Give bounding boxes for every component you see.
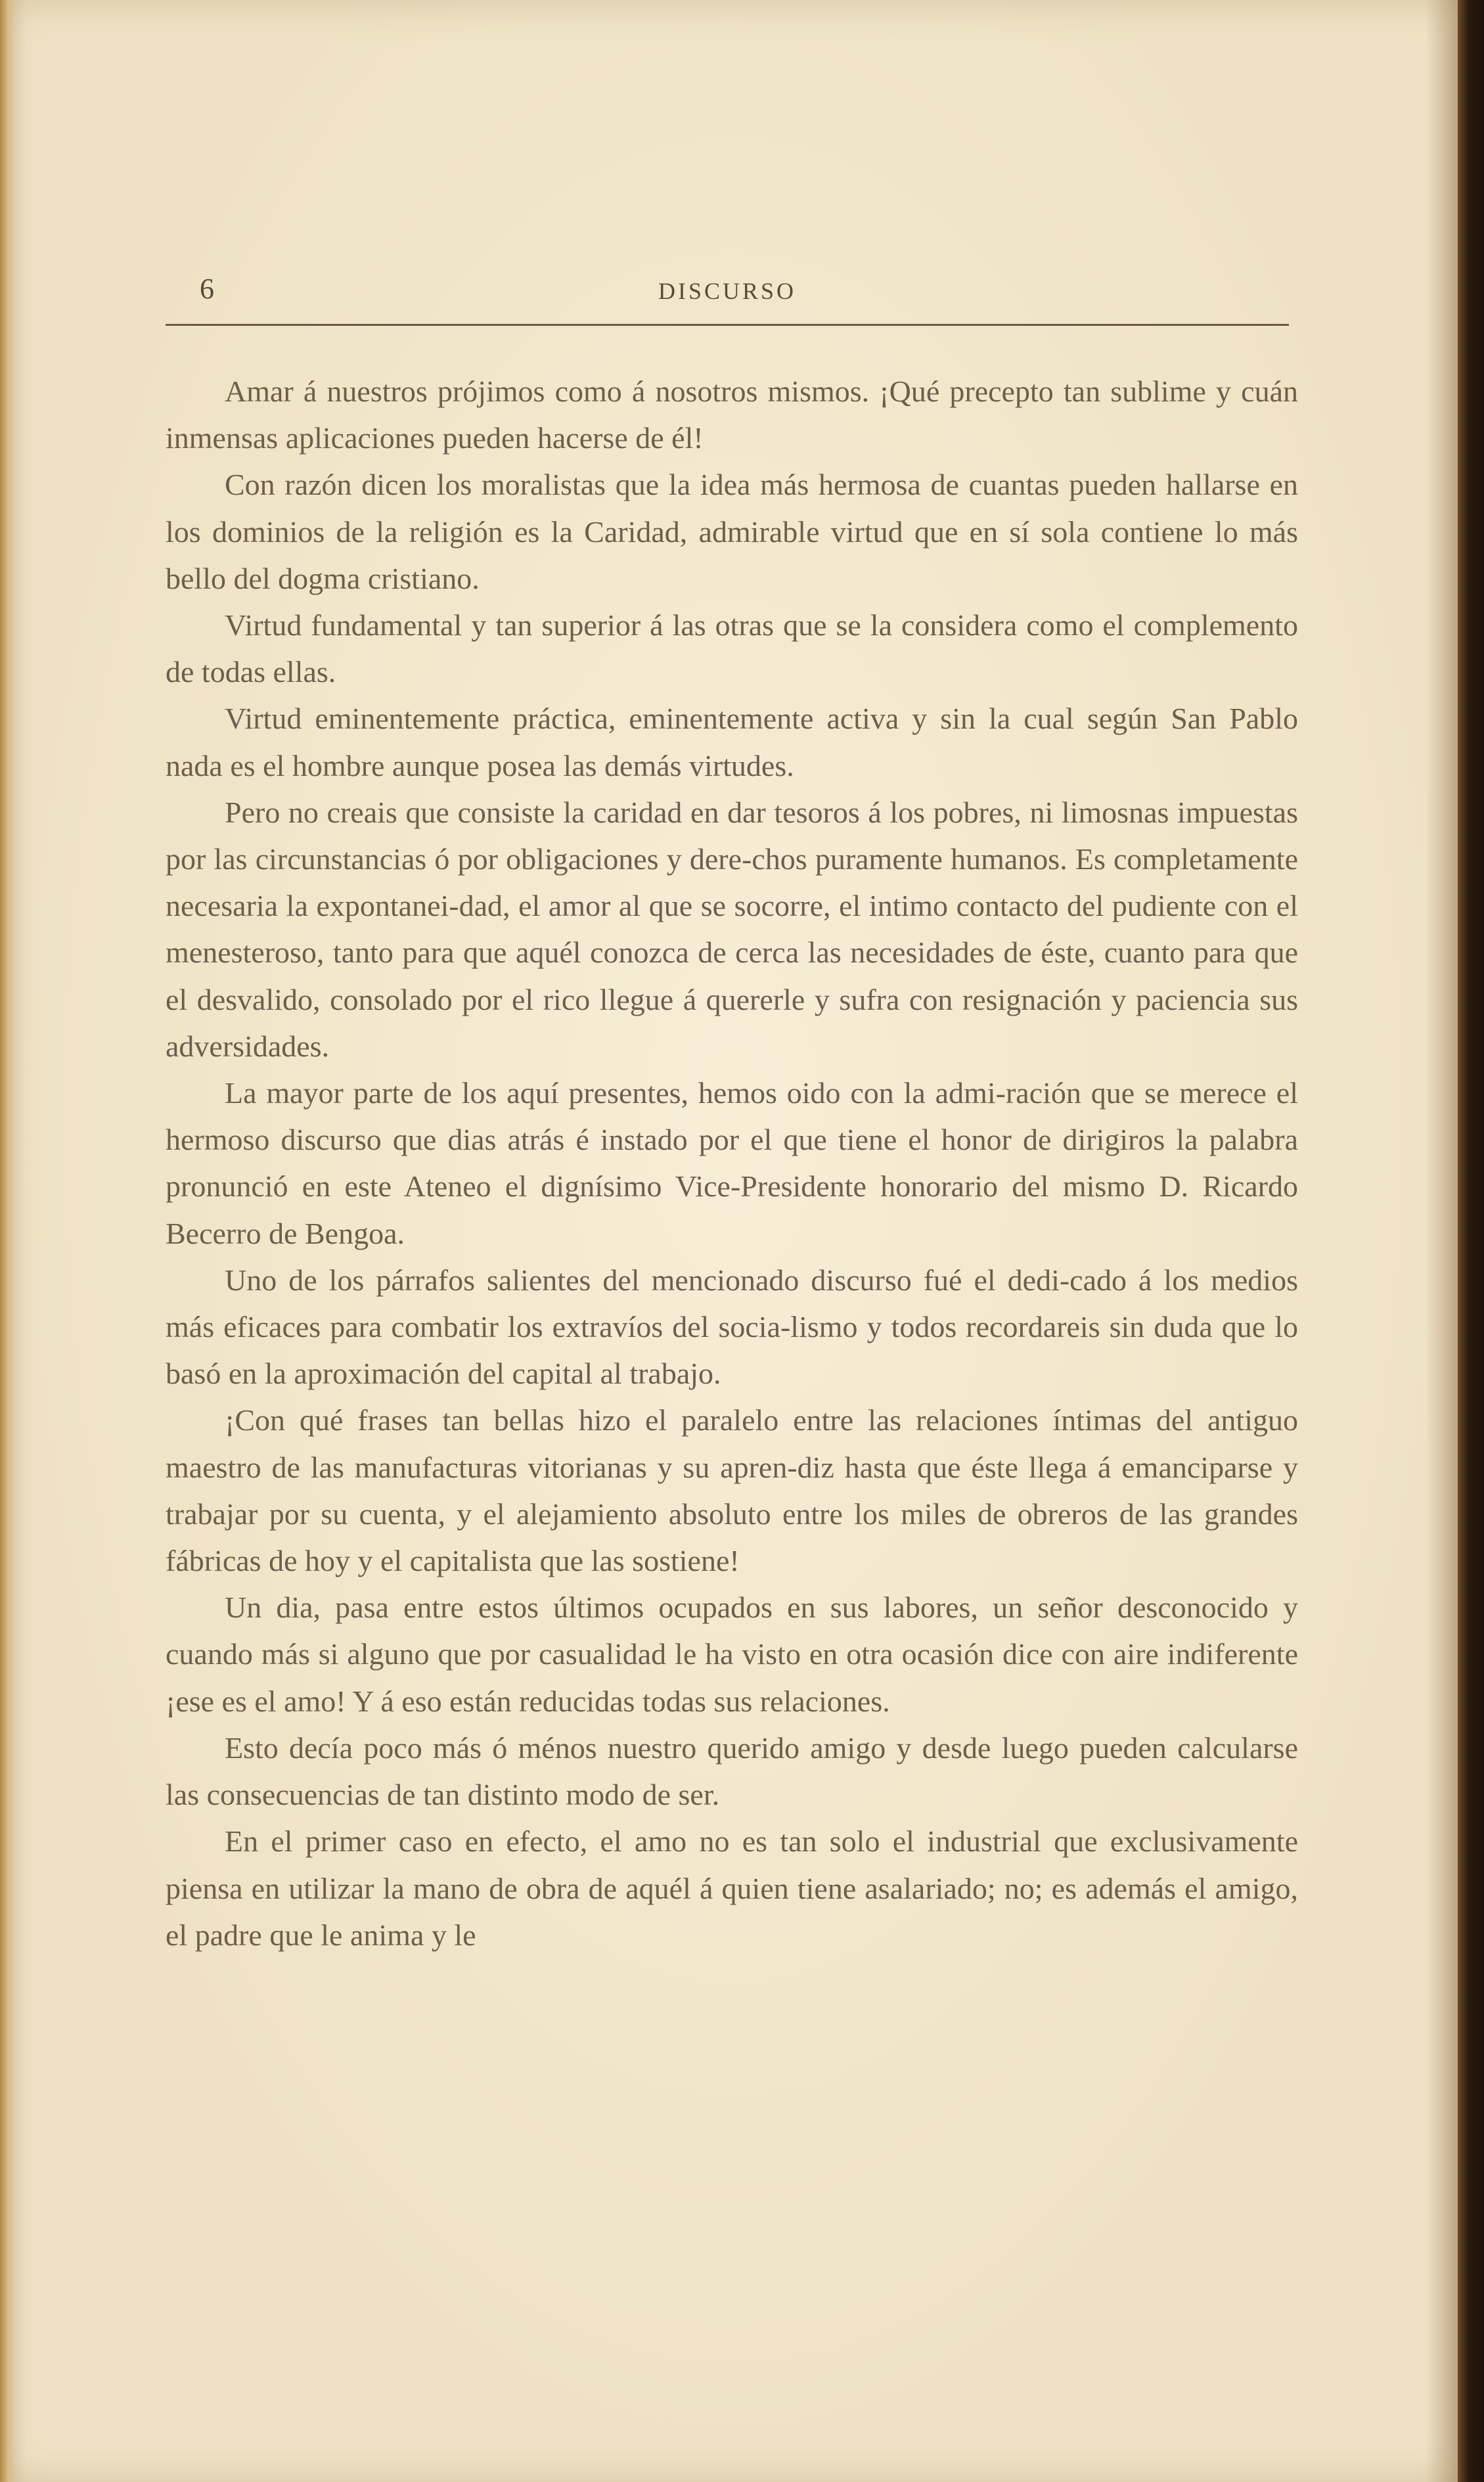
body-text [166, 368, 1298, 1958]
paragraph-3: Virtud fundamental y tan superior á las otras que se la considera como el complemento de todas ellas. [166, 608, 1298, 689]
book-spine [1458, 0, 1484, 2482]
running-head: DISCURSO [658, 278, 797, 304]
page-left-edge [0, 0, 14, 2482]
paragraph-9: Un dia, pasa entre estos últimos ocupados en sus labores, un señor desconocido y cuando más si alguno que por casualidad le ha visto en otra ocasión dice con aire indiferente ¡ese es el amo! Y á eso están reducidas todas sus relaciones. [166, 1591, 1298, 1718]
paragraph-7: Uno de los párrafos salientes del mencionado discurso fué el dedi-cado á los medios más eficaces para combatir los extravíos del socia-lismo y todos recordareis sin duda que lo basó en la aproximación del capital al trabajo. [166, 1263, 1298, 1391]
paragraph-5: Pero no creais que consiste la caridad en dar tesoros á los pobres, ni limosnas impuestas por las circunstancias ó por obligaciones y dere-chos puramente humanos. Es completamente necesaria la expontanei-dad, el amor al que se socorre, el intimo contacto del pudiente con el menesteroso, tanto para que aquél conozca de cerca las necesidades de éste, cuanto para que el desvalido, consolado por el rico llegue á quererle y sufra con resignación y paciencia sus adversidades. [166, 795, 1298, 1063]
page-header [166, 271, 1289, 317]
paragraph-10: Esto decía poco más ó ménos nuestro querido amigo y desde luego pueden calcularse las consecuencias de tan distinto modo de ser. [166, 1730, 1298, 1812]
paragraph-6: La mayor parte de los aquí presentes, hemos oido con la admi-ración que se merece el hermoso discurso que dias atrás é instado por el que tiene el honor de dirigiros la palabra pronunció en este Ateneo el dignísimo Vice-Presidente honorario del mismo D. Ricardo Becerro de Bengoa. [166, 1076, 1298, 1250]
paragraph-4: Virtud eminentemente práctica, eminentemente activa y sin la cual según San Pablo nada es el hombre aunque posea las demás virtudes. [166, 702, 1298, 782]
paragraph-1: Amar á nuestros prójimos como á nosotros mismos. ¡Qué precepto tan sublime y cuán inmensas aplicaciones pueden hacerse de él! [166, 374, 1298, 455]
paragraph-2: Con razón dicen los moralistas que la idea más hermosa de cuantas pueden hallarse en los dominios de la religión es la Caridad, admirable virtud que en sí sola contiene lo más bello del dogma cristiano. [166, 468, 1298, 595]
paragraph-8: ¡Con qué frases tan bellas hizo el paralelo entre las relaciones íntimas del antiguo maestro de las manufacturas vitorianas y su apren-diz hasta que éste llega á emanciparse y trabajar por su cuenta, y el alejamiento absoluto entre los miles de obreros de las grandes fábricas de hoy y el capitalista que las sostiene! [166, 1403, 1298, 1578]
page-number: 6 [200, 273, 214, 305]
header-rule [166, 324, 1289, 326]
paragraph-11: En el primer caso en efecto, el amo no es tan solo el industrial que exclusivamente piensa en utilizar la mano de obra de aquél á quien tiene asalariado; no; es además el amigo, el padre que le anima y le [166, 1824, 1298, 1952]
